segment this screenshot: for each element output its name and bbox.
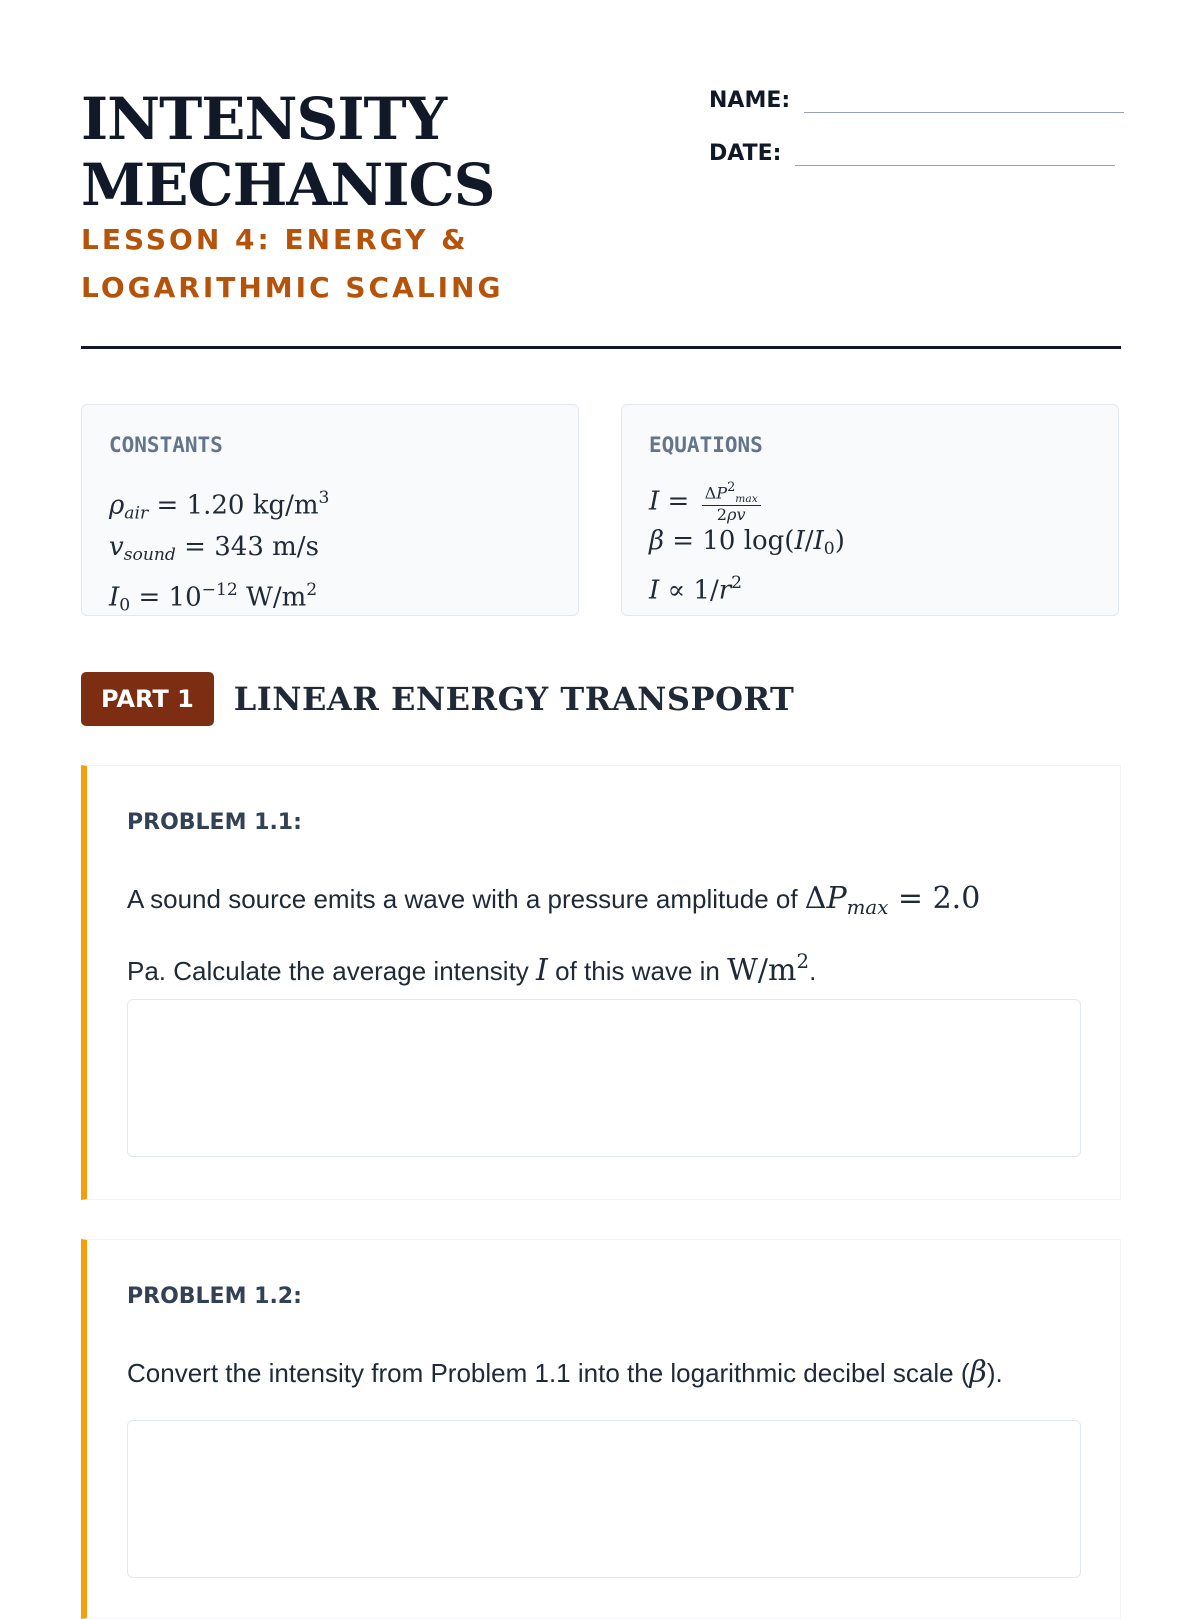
equation-decibel: β = 10 $\log(I/I_0)$ bbox=[649, 526, 845, 560]
problem-text: Convert the intensity from Problem 1.1 into the logarithmic decibel scale (β). bbox=[127, 1355, 1003, 1390]
problem-1-2 bbox=[81, 1239, 1121, 1619]
problem-text: A sound source emits a wave with a pressure amplitude of $\Delta P_{max} = 2.0$ Pa. Calculate the average intensity I of this wave in $W/m^2$. bbox=[127, 881, 981, 988]
part-title: LINEAR ENERGY TRANSPORT bbox=[233, 680, 795, 718]
problem-1-1 bbox=[81, 765, 1121, 1200]
constants-list bbox=[109, 481, 329, 622]
answer-box[interactable] bbox=[127, 999, 1081, 1157]
answer-box[interactable] bbox=[127, 1420, 1081, 1578]
date-field bbox=[709, 137, 1115, 166]
header-divider bbox=[81, 346, 1121, 349]
lesson-subtitle: LESSON 4: ENERGY & LOGARITHMIC SCALING bbox=[81, 223, 504, 304]
part-1-heading bbox=[81, 672, 794, 726]
equation-intensity: I = $\frac{\Delta P^2_{max}}{2\rho v}$ bbox=[649, 481, 845, 524]
page-title: INTENSITY MECHANICS bbox=[81, 85, 495, 219]
name-label: NAME: bbox=[709, 88, 791, 113]
constant-air-density: $\rho_{air} = 1.20$ $kg/m^3$ bbox=[109, 488, 330, 524]
problem-label: PROBLEM 1.1: bbox=[127, 810, 302, 835]
constant-sound-speed: $v_{sound} = 343$ m/s bbox=[109, 532, 319, 566]
equations-title: EQUATIONS bbox=[649, 433, 763, 457]
date-label: DATE: bbox=[709, 141, 782, 166]
constants-title: CONSTANTS bbox=[109, 433, 223, 457]
part-badge: PART 1 bbox=[81, 672, 214, 726]
equation-inverse-square: $I \propto 1/r^2$ bbox=[649, 573, 743, 606]
equations-card bbox=[621, 404, 1119, 616]
constants-card bbox=[81, 404, 579, 616]
constant-reference-intensity: $I_0 = 10^{-12}$ $W/m^2$ bbox=[109, 579, 318, 615]
worksheet-header bbox=[81, 80, 1121, 350]
problem-label: PROBLEM 1.2: bbox=[127, 1284, 302, 1309]
equations-list bbox=[649, 481, 845, 607]
name-input-line[interactable] bbox=[804, 84, 1124, 113]
name-field bbox=[709, 84, 1124, 113]
date-input-line[interactable] bbox=[795, 137, 1115, 166]
